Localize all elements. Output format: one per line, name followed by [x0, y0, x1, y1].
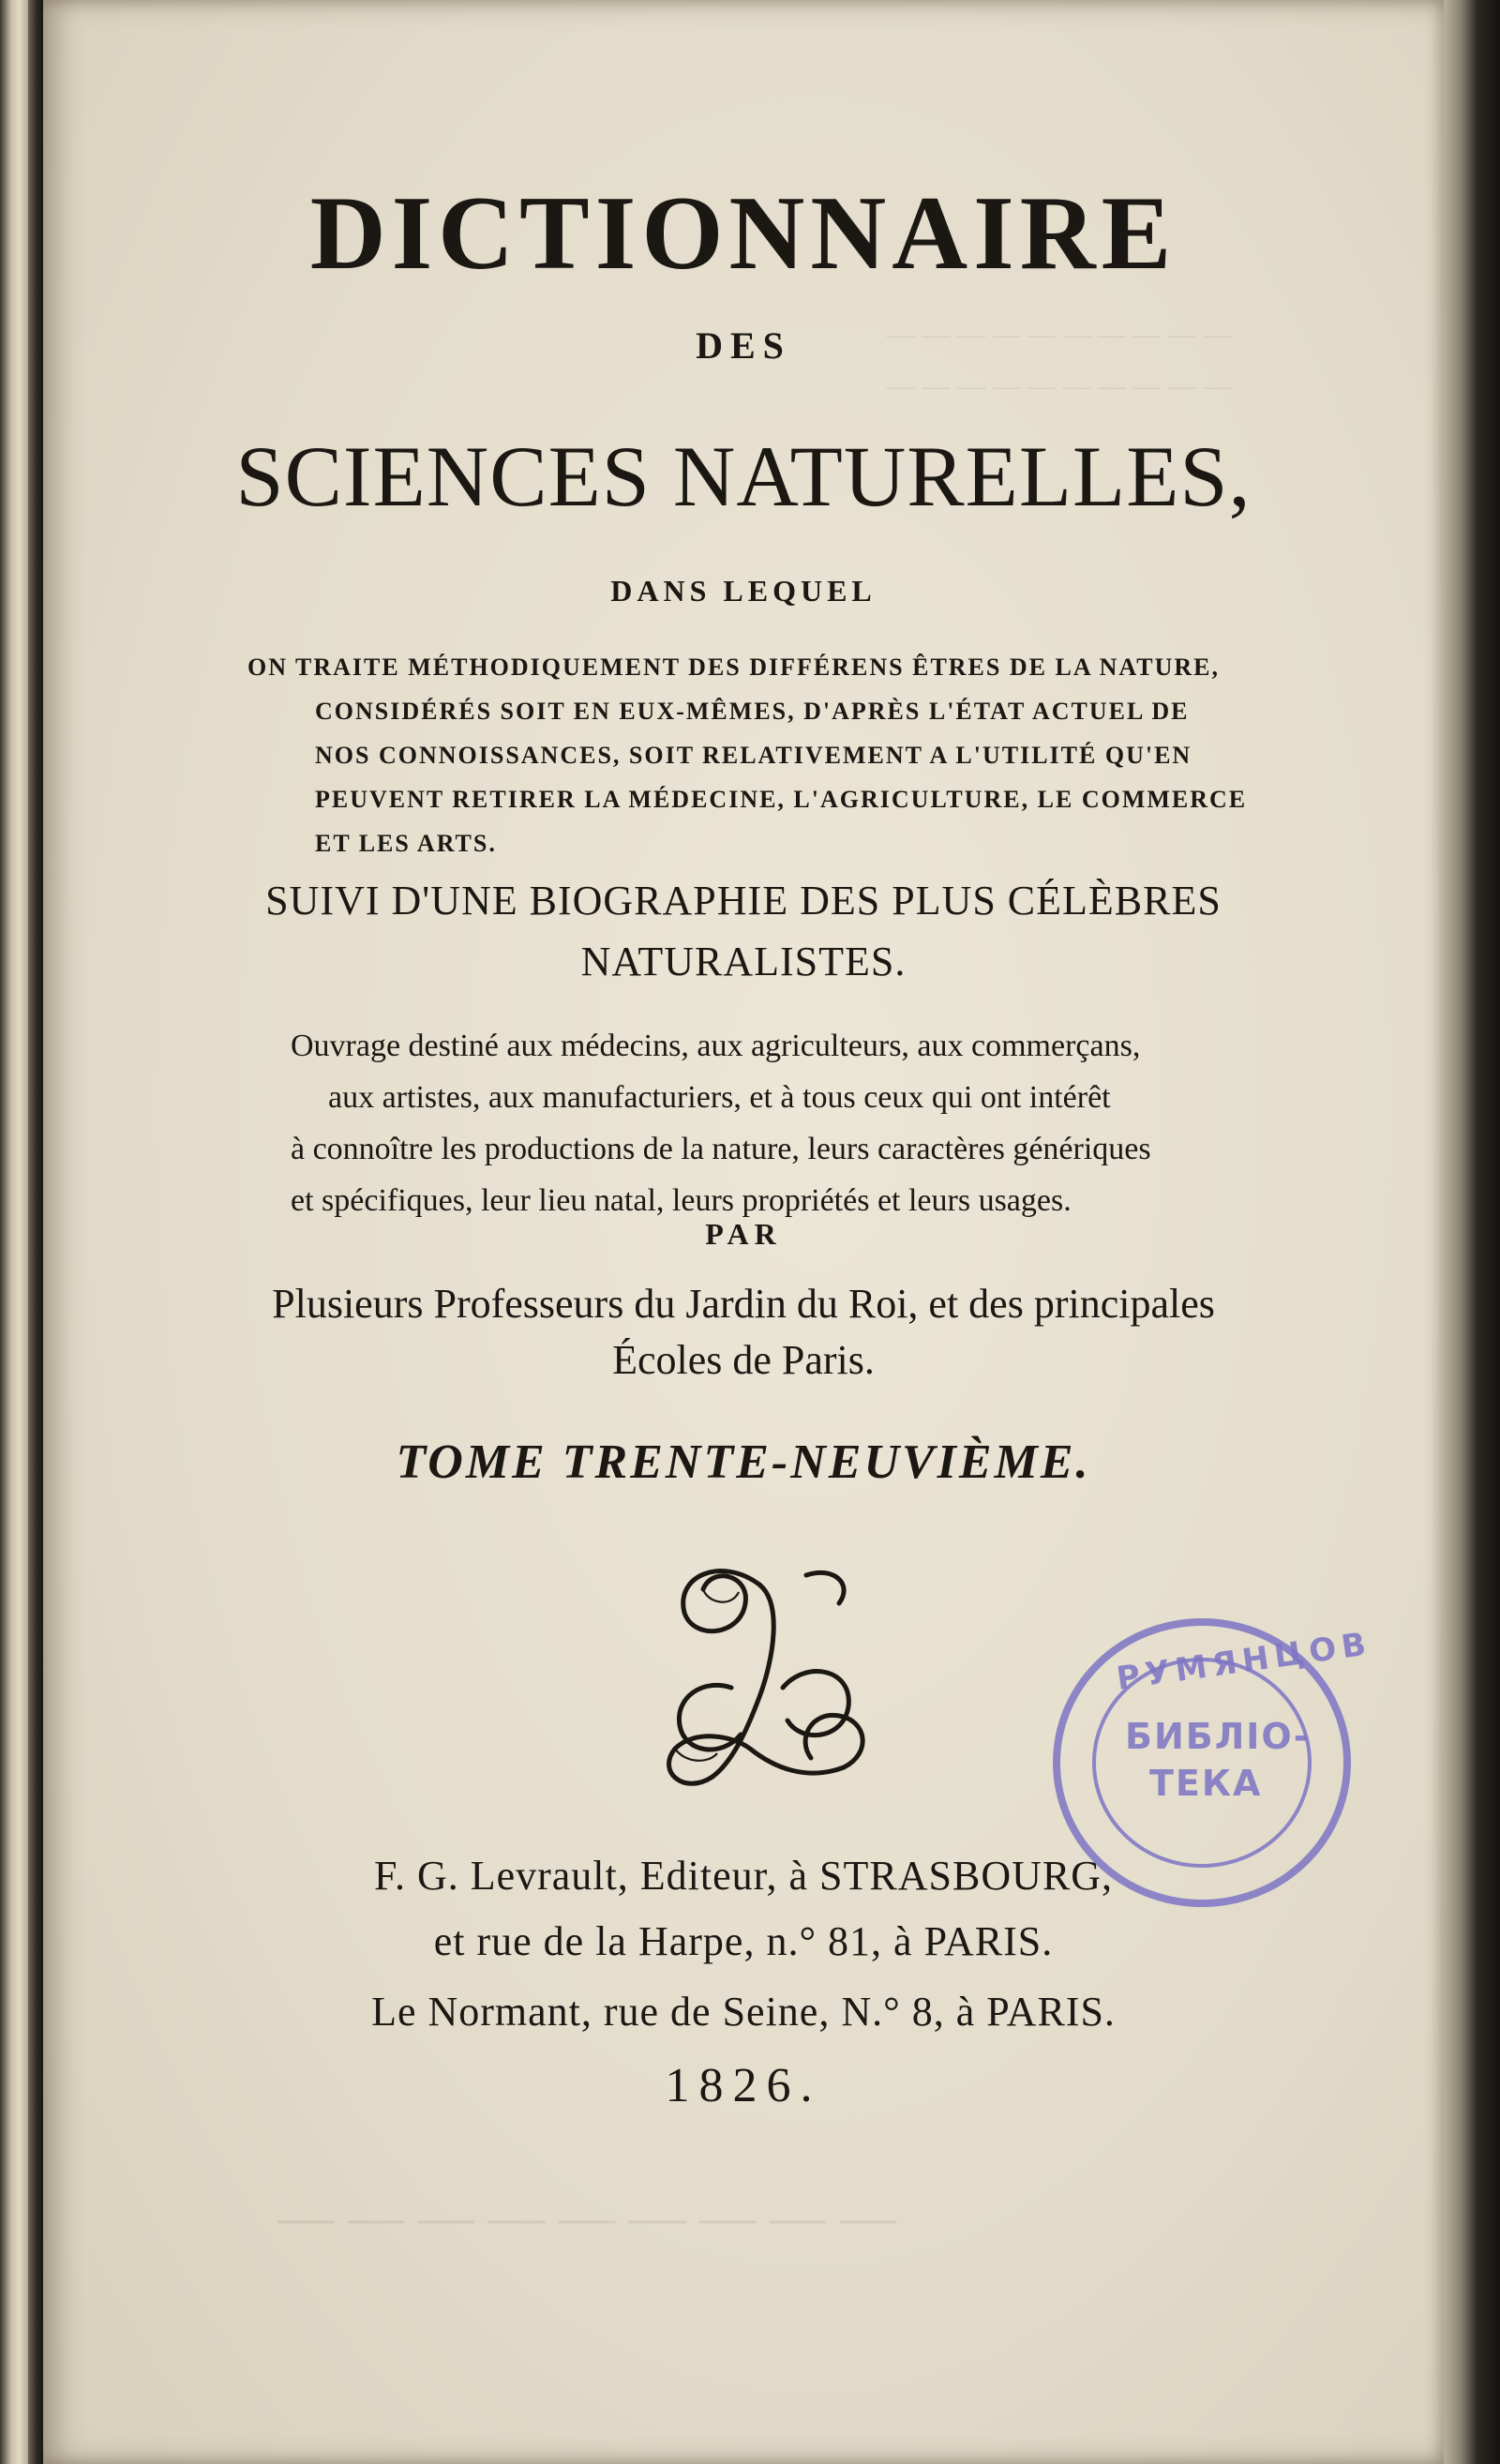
stamp-text-middle-2: ТЕКА: [1149, 1763, 1263, 1804]
authors-line-1: Plusieurs Professeurs du Jardin du Roi, et des principales: [272, 1281, 1215, 1327]
description-line: ET LES ARTS.: [315, 830, 497, 857]
publisher-line-1: F. G. Levrault, Editeur, à STRASBOURG,: [374, 1853, 1113, 1899]
description-paragraph: [248, 645, 1346, 865]
ouvrage-line: aux artistes, aux manufacturiers, et à tous ceux qui ont intérêt: [328, 1080, 1111, 1115]
publication-year: 1826.: [665, 2059, 822, 2112]
book-gutter: [28, 0, 43, 2464]
publisher-monogram-icon: [619, 1547, 900, 1819]
title-des: DES: [696, 324, 791, 367]
description-line: CONSIDÉRÉS SOIT EN EUX-MÊMES, D'APRÈS L'ÉTAT ACTUEL DE: [315, 698, 1190, 725]
publisher-line-2: et rue de la Harpe, n.° 81, à PARIS.: [433, 1918, 1054, 1964]
description-line: PEUVENT RETIRER LA MÉDECINE, L'AGRICULTURE, LE COMMERCE: [315, 786, 1248, 813]
suivi-line-2: NATURALISTES.: [580, 939, 907, 984]
stamp-text-top: РУМЯНЦОВ: [1114, 1625, 1374, 1698]
right-page-edge: [1444, 0, 1500, 2464]
bleed-through-text: — — — — — — — — — —: [887, 370, 1232, 401]
stamp-text-middle-1: БИБЛIО-: [1125, 1716, 1311, 1757]
publisher-line-3: Le Normant, rue de Seine, N.° 8, à PARIS.: [371, 1989, 1116, 2035]
ouvrage-paragraph: [248, 1020, 1346, 1226]
authors-line-2: Écoles de Paris.: [612, 1337, 875, 1383]
bleed-through-text: — — — — — — — — — —: [887, 319, 1232, 350]
suivi-line-1: SUIVI D'UNE BIOGRAPHIE DES PLUS CÉLÈBRES: [265, 878, 1222, 924]
tome-label: TOME TRENTE-NEUVIÈME.: [396, 1435, 1091, 1489]
title-sciences-naturelles: SCIENCES NATURELLES,: [235, 428, 1252, 524]
bleed-through-text: — — — — — — — — —: [278, 2186, 896, 2247]
left-page-edge: [0, 0, 28, 2464]
description-line: ON TRAITE MÉTHODIQUEMENT DES DIFFÉRENS ÊTRES DE LA NATURE,: [248, 654, 1221, 681]
description-line: NOS CONNOISSANCES, SOIT RELATIVEMENT A L'UTILITÉ QU'EN: [315, 742, 1192, 769]
ouvrage-line: Ouvrage destiné aux médecins, aux agriculteurs, aux commerçans,: [291, 1029, 1141, 1063]
par-label: PAR: [705, 1217, 782, 1251]
title-dictionnaire: DICTIONNAIRE: [309, 175, 1178, 292]
ouvrage-line: et spécifiques, leur lieu natal, leurs propriétés et leurs usages.: [291, 1183, 1072, 1218]
ouvrage-line: à connoître les productions de la nature, leurs caractères génériques: [291, 1132, 1151, 1166]
dans-lequel: DANS LEQUEL: [610, 574, 877, 608]
